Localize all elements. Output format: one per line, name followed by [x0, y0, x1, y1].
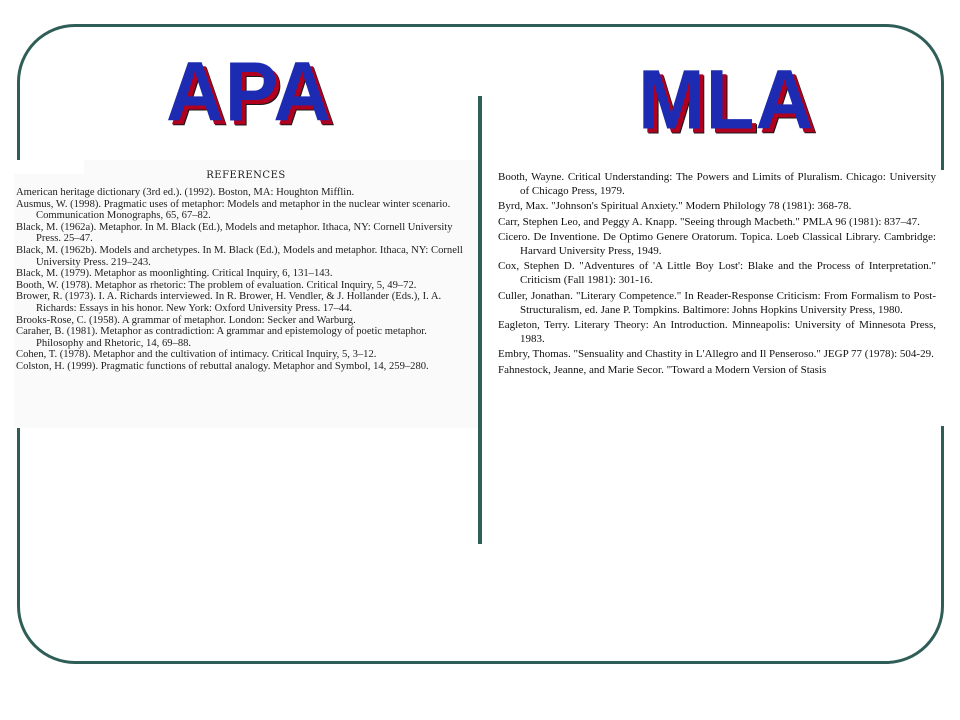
- mla-citation-entry: Booth, Wayne. Critical Understanding: The Powers and Limits of Pluralism. Chicago: University of Chicago Press, 1979.: [498, 171, 936, 198]
- mla-citation-entry: Byrd, Max. "Johnson's Spiritual Anxiety." Modern Philology 78 (1981): 368-78.: [498, 200, 852, 213]
- apa-reference-entry: American heritage dictionary (3rd ed.). (1992). Boston, MA: Houghton Mifflin.: [16, 187, 355, 198]
- mla-citation-entry: Cicero. De Inventione. De Optimo Genere Oratorum. Topica. Loeb Classical Library. Cambridge: Harvard University Press, 1949.: [498, 230, 936, 258]
- apa-reference-entry: Brower, R. (1973). I. A. Richards interviewed. In R. Brower, H. Vendler, & J. Hollander (Eds.), I. A. Richards: Essays in his honor. New York: Oxford University Press. 17–44.: [16, 291, 442, 314]
- apa-reference-entry: Ausmus, W. (1998). Pragmatic uses of metaphor: Models and metaphor in the nuclear winter scenario. Communication Monographs, 65, 67–82.: [16, 198, 451, 222]
- apa-heading: APA: [166, 44, 332, 139]
- apa-reference-entry: Caraher, B. (1981). Metaphor as contradiction: A grammar and epistemology of poetic metaphor. Philosophy and Rhetoric, 14, 69–88.: [16, 326, 427, 349]
- mla-works-cited-list: [484, 170, 946, 377]
- mla-citation-entry: Culler, Jonathan. "Literary Competence." In Reader-Response Criticism: From Formalism to Post-Structuralism, ed. Jane P. Tompkins. Baltimore: Johns Hopkins University Press, 1980.: [498, 289, 936, 316]
- mla-heading: MLA: [638, 52, 815, 147]
- apa-reference-entry: Booth, W. (1978). Metaphor as rhetoric: The problem of evaluation. Critical Inquiry, 5, 49–72.: [16, 279, 417, 291]
- apa-reference-entry: Cohen, T. (1978). Metaphor and the cultivation of intimacy. Critical Inquiry, 5, 3–12.: [16, 349, 377, 361]
- apa-reference-entry: Black, M. (1962a). Metaphor. In M. Black (Ed.), Models and metaphor. Ithaca, NY: Cornell University Press. 25–47.: [16, 221, 453, 245]
- apa-reference-entry: Brooks-Rose, C. (1958). A grammar of metaphor. London: Secker and Warburg.: [16, 314, 356, 326]
- apa-reference-scan: [14, 160, 478, 428]
- apa-reference-entry: Colston, H. (1999). Pragmatic functions of rebuttal analogy. Metaphor and Symbol, 14, 259–280.: [16, 360, 429, 372]
- apa-reference-entry: Black, M. (1962b). Models and archetypes. In M. Black (Ed.), Models and metaphor. Ithaca, NY: Cornell University Press. 219–243.: [16, 244, 463, 268]
- column-divider: [478, 96, 482, 544]
- apa-reference-entry: Black, M. (1979). Metaphor as moonlighting. Critical Inquiry, 6, 131–143.: [16, 268, 333, 280]
- mla-citation-entry: Eagleton, Terry. Literary Theory: An Introduction. Minneapolis: University of Minnesota Press, 1983.: [498, 319, 936, 346]
- apa-references-title: REFERENCES: [206, 170, 286, 181]
- mla-reference-scan: [484, 170, 946, 426]
- mla-citation-entry: Fahnestock, Jeanne, and Marie Secor. "Toward a Modern Version of Stasis: [498, 363, 827, 376]
- apa-reference-list: [14, 187, 478, 373]
- mla-citation-entry: Embry, Thomas. "Sensuality and Chastity in L'Allegro and Il Penseroso." JEGP 77 (1978): 504-29.: [498, 348, 934, 361]
- mla-citation-entry: Carr, Stephen Leo, and Peggy A. Knapp. "Seeing through Macbeth." PMLA 96 (1981): 837–47.: [498, 215, 920, 228]
- mla-citation-entry: Cox, Stephen D. "Adventures of 'A Little Boy Lost': Blake and the Process of Interpretation." Criticism (Fall 1981): 301-16.: [498, 260, 936, 287]
